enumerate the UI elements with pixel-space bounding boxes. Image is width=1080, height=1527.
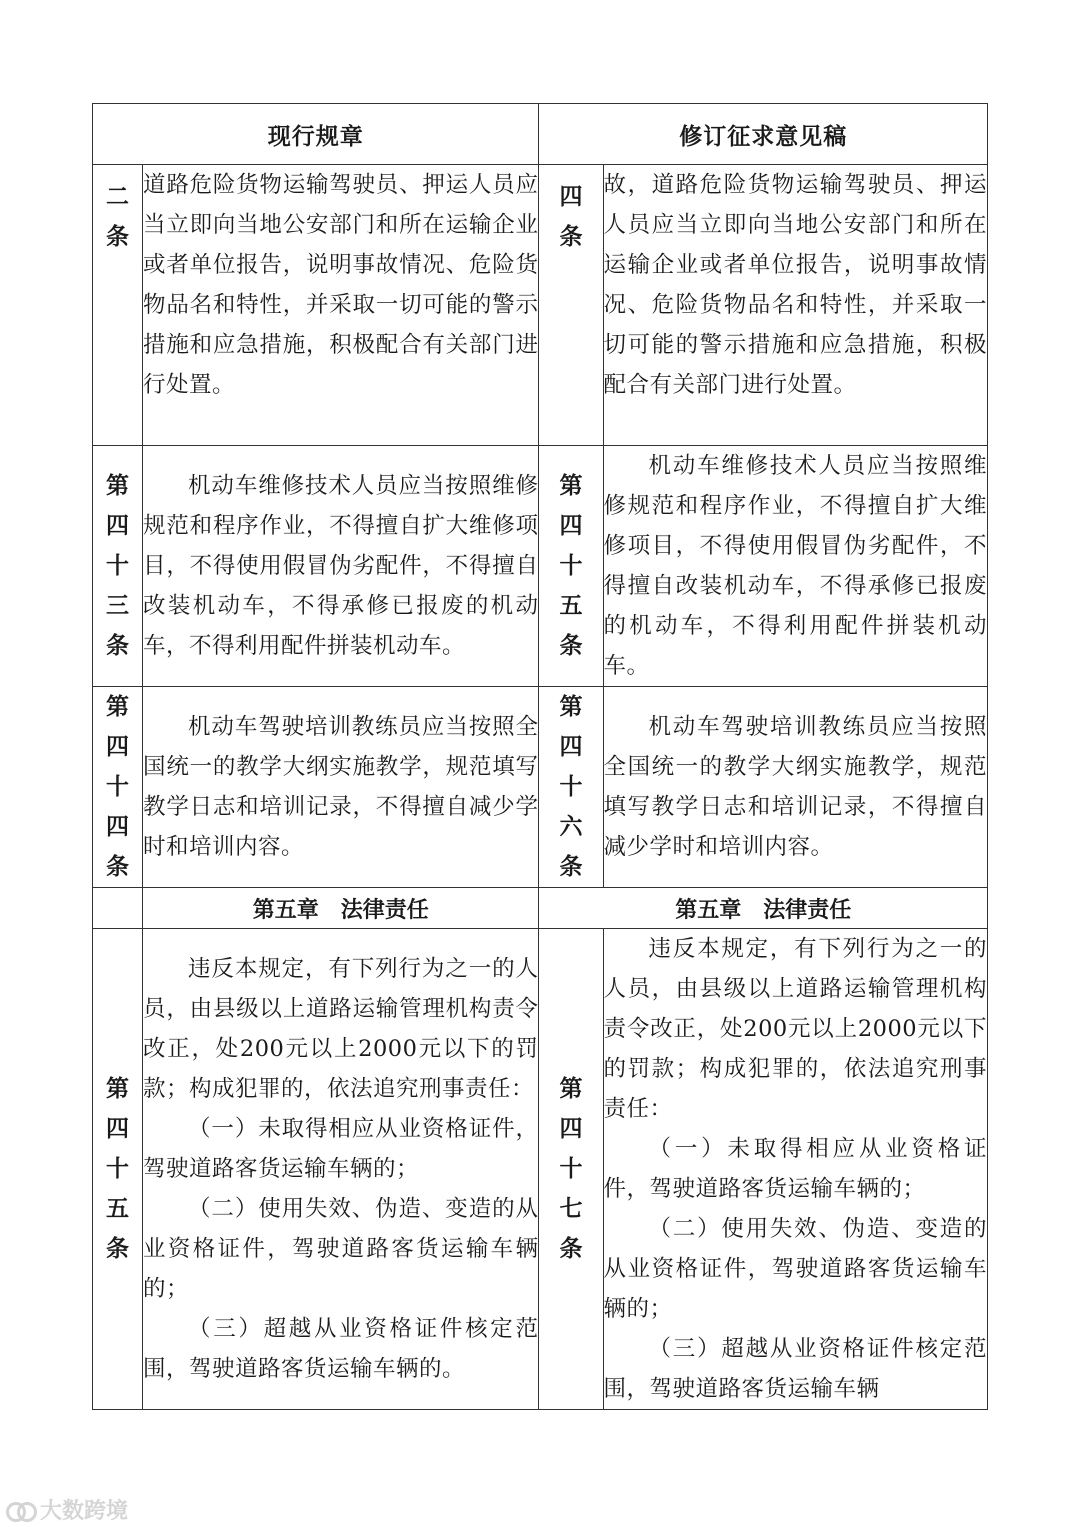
right-article-cell bbox=[539, 929, 603, 1410]
right-article-text bbox=[603, 446, 987, 687]
left-article-text bbox=[143, 165, 539, 446]
right-article-number: 四条 bbox=[559, 184, 583, 250]
paragraph: （三）超越从业资格证件核定范围，驾驶道路客货运输车辆的。 bbox=[143, 1316, 539, 1382]
right-article-text bbox=[603, 929, 987, 1410]
paragraph: （一）未取得相应从业资格证件，驾驶道路客货运输车辆的； bbox=[143, 1116, 539, 1182]
right-article-cell bbox=[539, 446, 603, 687]
right-article-cell bbox=[539, 687, 603, 888]
table-row bbox=[93, 687, 988, 888]
regulation-comparison-table bbox=[92, 103, 988, 1410]
table-header-row bbox=[93, 104, 988, 165]
right-article-number: 第四十六条 bbox=[559, 694, 583, 880]
header-revision-draft: 修订征求意见稿 bbox=[539, 104, 988, 165]
left-article-cell bbox=[93, 165, 143, 446]
left-article-cell bbox=[93, 929, 143, 1410]
left-article-text bbox=[143, 687, 539, 888]
right-article-text bbox=[603, 165, 987, 446]
empty-cell bbox=[93, 888, 143, 929]
double-ring-logo-icon bbox=[6, 1499, 36, 1521]
paragraph: （一）未取得相应从业资格证件，驾驶道路客货运输车辆的； bbox=[603, 1136, 987, 1202]
paragraph: （三）超越从业资格证件核定范围，驾驶道路客货运输车辆 bbox=[603, 1336, 987, 1402]
right-article-number: 第四十五条 bbox=[559, 473, 583, 659]
right-article-text bbox=[603, 687, 987, 888]
paragraph: 机动车维修技术人员应当按照维修规范和程序作业，不得擅自扩大维修项目，不得使用假冒伪劣配件，不得擅自改装机动车，不得承修已报废的机动车，不得利用配件拼装机动车。 bbox=[143, 473, 539, 659]
left-article-text bbox=[143, 929, 539, 1410]
header-current-rules: 现行规章 bbox=[93, 104, 539, 165]
left-article-number: 第四十五条 bbox=[106, 1076, 130, 1262]
watermark-text: 大数跨境 bbox=[40, 1499, 129, 1524]
paragraph: 机动车维修技术人员应当按照维修规范和程序作业，不得擅自扩大维修项目，不得使用假冒伪劣配件，不得擅自改装机动车，不得承修已报废的机动车，不得利用配件拼装机动车。 bbox=[603, 453, 987, 679]
table-row bbox=[93, 446, 988, 687]
table-row bbox=[93, 929, 988, 1410]
chapter-row bbox=[93, 888, 988, 929]
paragraph: 道路危险货物运输驾驶员、押运人员应当立即向当地公安部门和所在运输企业或者单位报告，说明事故情况、危险货物品名和特性，并采取一切可能的警示措施和应急措施，积极配合有关部门进行处置。 bbox=[143, 172, 539, 398]
paragraph: （二）使用失效、伪造、变造的从业资格证件，驾驶道路客货运输车辆的； bbox=[603, 1216, 987, 1322]
paragraph: （二）使用失效、伪造、变造的从业资格证件，驾驶道路客货运输车辆的； bbox=[143, 1196, 539, 1302]
left-article-number: 二条 bbox=[106, 184, 130, 250]
left-article-number: 第四十四条 bbox=[106, 694, 130, 880]
paragraph: 违反本规定，有下列行为之一的人员，由县级以上道路运输管理机构责令改正，处200元以上2000元以下的罚款；构成犯罪的，依法追究刑事责任： bbox=[603, 936, 987, 1122]
paragraph: 机动车驾驶培训教练员应当按照全国统一的教学大纲实施教学，规范填写教学日志和培训记录，不得擅自减少学时和培训内容。 bbox=[143, 714, 539, 860]
chapter-title-right: 第五章 法律责任 bbox=[539, 888, 988, 929]
left-article-cell bbox=[93, 687, 143, 888]
chapter-title-left: 第五章 法律责任 bbox=[143, 888, 539, 929]
paragraph: 机动车驾驶培训教练员应当按照全国统一的教学大纲实施教学，规范填写教学日志和培训记录，不得擅自减少学时和培训内容。 bbox=[603, 714, 987, 860]
paragraph: 故，道路危险货物运输驾驶员、押运人员应当立即向当地公安部门和所在运输企业或者单位报告，说明事故情况、危险货物品名和特性，并采取一切可能的警示措施和应急措施，积极配合有关部门进行处置。 bbox=[603, 172, 987, 398]
paragraph: 违反本规定，有下列行为之一的人员，由县级以上道路运输管理机构责令改正，处200元以上2000元以下的罚款；构成犯罪的，依法追究刑事责任： bbox=[143, 956, 539, 1102]
left-article-text bbox=[143, 446, 539, 687]
left-article-number: 第四十三条 bbox=[106, 473, 130, 659]
left-article-cell bbox=[93, 446, 143, 687]
right-article-number: 第四十七条 bbox=[559, 1076, 583, 1262]
right-article-cell bbox=[539, 165, 603, 446]
watermark bbox=[6, 1494, 128, 1525]
table-row bbox=[93, 165, 988, 446]
